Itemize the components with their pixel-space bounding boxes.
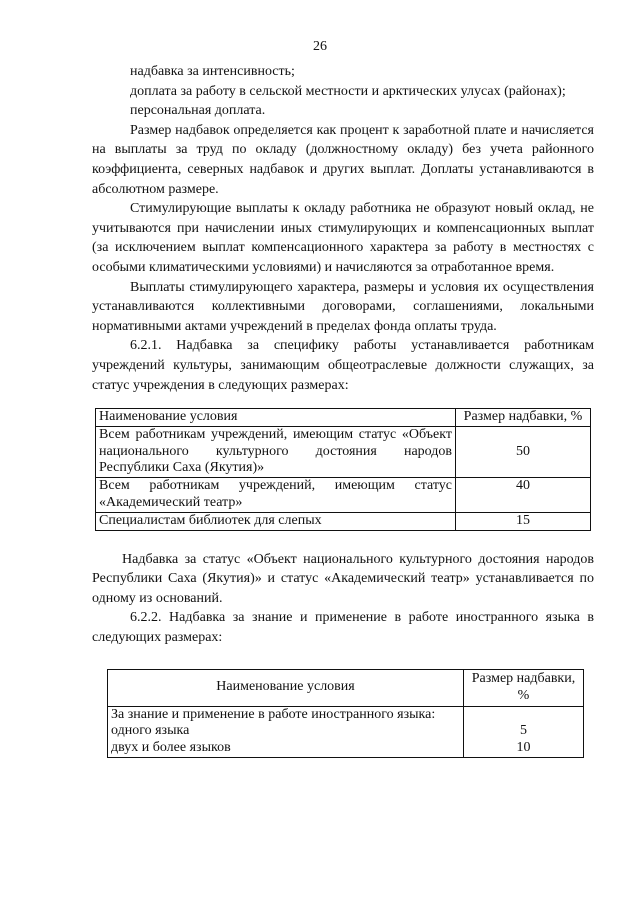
- table-header-cell: Наименование условия: [108, 669, 464, 706]
- row-title: За знание и применение в работе иностранного языка:: [111, 706, 436, 722]
- paragraph: Размер надбавок определяется как процент к заработной плате и начисляется на выплаты за труд по окладу (должностному окладу) без учета районного коэффициента, северных надбавок и других выплат. Доплаты устанавливаются в абсолютном размере.: [92, 122, 594, 197]
- table-cell: [464, 706, 584, 757]
- table-cell: Всем работникам учреждений, имеющим статус «Объект национального культурного достояния народов Республики Саха (Якутия)»: [96, 426, 456, 477]
- status-bonus-table: [95, 408, 591, 531]
- table-row: [96, 512, 591, 530]
- table-cell: 40: [456, 478, 591, 513]
- table-row: [96, 478, 591, 513]
- page-content: [92, 62, 594, 758]
- paragraph: персональная доплата.: [130, 103, 266, 119]
- table-cell: Всем работникам учреждений, имеющим статус «Академический театр»: [96, 478, 456, 513]
- paragraph: Стимулирующие выплаты к окладу работника не образуют новый оклад, не учитываются при начислении иных стимулирующих и компенсационных выплат (за исключением выплат компенсационного характера за работу в местностях с особыми климатическими условиями) и начисляются за отработанное время.: [92, 201, 594, 275]
- row-item-value: 10: [516, 740, 531, 756]
- row-item-label: двух и более языков: [111, 740, 231, 756]
- row-item-value: 5: [520, 723, 527, 739]
- table-header-cell: Наименование условия: [96, 409, 456, 427]
- table-row: [96, 426, 591, 477]
- table-cell: [108, 706, 464, 757]
- table-cell: 15: [456, 512, 591, 530]
- paragraph: 6.2.1. Надбавка за специфику работы устанавливается работникам учреждений культуры, занимающим общеотраслевые должности служащих, за статус учреждения в следующих размерах:: [92, 338, 594, 393]
- page-number: 26: [313, 39, 327, 54]
- table-header-row: [108, 669, 584, 706]
- row-item-label: одного языка: [111, 723, 190, 739]
- table-header-row: [96, 409, 591, 427]
- table-header-cell: Размер надбавки, %: [456, 409, 591, 427]
- table-cell: Специалистам библиотек для слепых: [96, 512, 456, 530]
- table-header-cell: Размер надбавки, %: [464, 669, 584, 706]
- table-row: [108, 706, 584, 757]
- table-cell: 50: [456, 426, 591, 477]
- paragraph: доплата за работу в сельской местности и арктических улусах (районах);: [130, 83, 566, 99]
- paragraph: 6.2.2. Надбавка за знание и применение в работе иностранного языка в следующих размерах:: [92, 610, 594, 646]
- language-bonus-table: [107, 669, 584, 758]
- paragraph: надбавка за интенсивность;: [130, 64, 295, 79]
- paragraph: Выплаты стимулирующего характера, размеры и условия их осуществления устанавливаются коллективными договорами, соглашениями, локальными нормативными актами учреждений в пределах фонда оплаты труда.: [92, 279, 594, 334]
- paragraph: Надбавка за статус «Объект национального культурного достояния народов Республики Саха (Якутия)» и статус «Академический театр» устанавливается по одному из оснований.: [92, 551, 594, 606]
